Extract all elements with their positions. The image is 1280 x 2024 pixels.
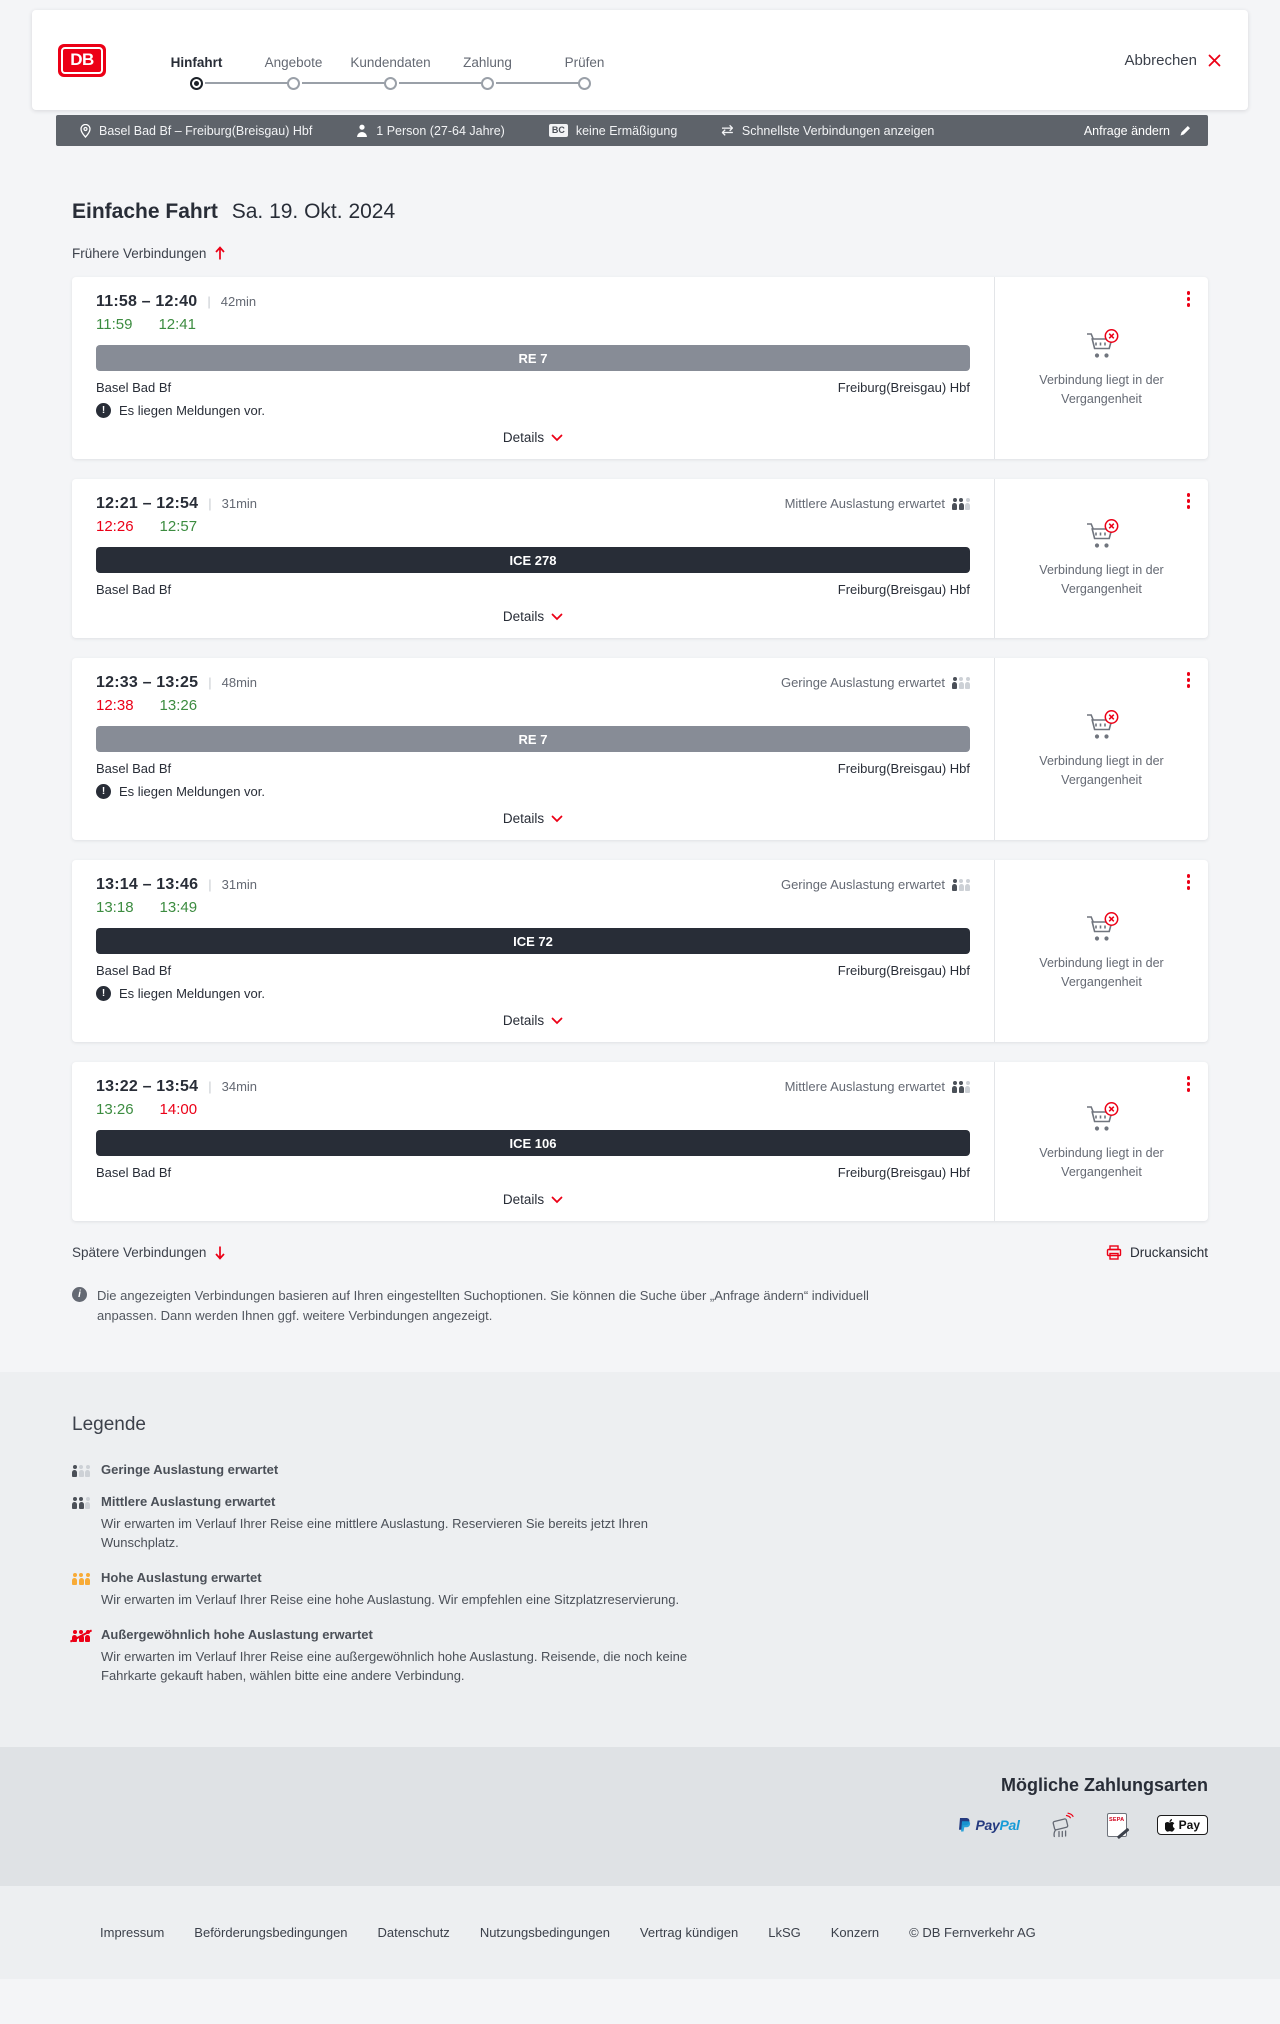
edit-request-button[interactable] (1084, 124, 1192, 138)
train-label-bar (96, 928, 970, 954)
results-main (72, 146, 1208, 1326)
details-button[interactable] (503, 1192, 563, 1207)
footer-link[interactable]: Nutzungsbedingungen (479, 1924, 610, 1940)
step-angebote (245, 55, 342, 90)
cancel-label: Abbrechen (1124, 51, 1197, 69)
realtime-row (96, 697, 970, 714)
message-text: Es liegen Meldungen vor. (119, 986, 265, 1001)
departure-arrival-time: 13:22 – 13:54 (96, 1078, 199, 1095)
print-view-label: Druckansicht (1129, 1245, 1208, 1260)
footer-link[interactable]: LkSG (768, 1924, 801, 1940)
destination-station: Freiburg(Breisgau) Hbf (837, 380, 970, 395)
footer-link[interactable]: Beförderungsbedingungen (194, 1924, 348, 1940)
edit-request-label: Anfrage ändern (1083, 123, 1170, 138)
paypal-mark-icon (957, 1817, 972, 1834)
arrow-down-icon (214, 1245, 226, 1260)
alert-icon: ! (96, 986, 111, 1001)
connection-card (72, 1062, 1208, 1221)
alert-icon: ! (96, 784, 111, 799)
step-label: Zahlung (463, 54, 512, 70)
legend-item-exceptional (72, 1627, 1208, 1686)
arrow-up-icon (214, 246, 226, 261)
train-number: RE 7 (518, 350, 548, 366)
destination-station: Freiburg(Breisgau) Hbf (837, 963, 970, 978)
checkout-header (32, 10, 1248, 110)
details-label: Details (502, 609, 545, 624)
footer-link[interactable]: Konzern (830, 1924, 880, 1940)
cart-unavailable-icon (1083, 518, 1121, 551)
connection-card-side (994, 277, 1208, 459)
footer-links (100, 1925, 879, 1940)
occupancy-indicator (781, 877, 970, 892)
earlier-connections-label: Frühere Verbindungen (72, 246, 207, 261)
connection-card-main (72, 658, 994, 840)
footer-link[interactable]: Vertrag kündigen (639, 1924, 739, 1940)
kebab-menu-button[interactable] (1185, 491, 1193, 511)
connection-card (72, 658, 1208, 840)
real-departure-time: 12:26 (96, 518, 134, 535)
occupancy-icon (952, 1081, 970, 1093)
trip-duration: 34min (221, 1079, 258, 1094)
payment-icons-row (72, 1812, 1208, 1839)
travel-date: Sa. 19. Okt. 2024 (231, 200, 396, 223)
real-arrival-time: 12:41 (158, 316, 196, 333)
passenger-text: 1 Person (27-64 Jahre) (376, 123, 505, 138)
departure-arrival-time: 11:58 – 12:40 (96, 293, 198, 310)
legend-item-text: Wir erwarten im Verlauf Ihrer Reise eine außergewöhnlich hohe Auslastung. Reisende, die noch keine Fahrkarte gekauft haben, wählen bitte eine andere Verbindung. (101, 1648, 688, 1683)
step-dot-active (190, 77, 203, 90)
step-label: Angebote (264, 54, 323, 70)
connection-card-side (994, 658, 1208, 840)
occupancy-icon (952, 498, 970, 510)
train-number: ICE 72 (513, 933, 553, 949)
occupancy-label: Geringe Auslastung erwartet (780, 675, 945, 690)
train-label-bar (96, 726, 970, 752)
connection-card-side (994, 860, 1208, 1042)
legend-item-high (72, 1570, 1208, 1610)
realtime-row (96, 518, 970, 535)
train-label-bar (96, 345, 970, 371)
legend-item-text: Wir erwarten im Verlauf Ihrer Reise eine hohe Auslastung. Wir empfehlen eine Sitzplatzreservierung. (101, 1591, 680, 1607)
occupancy-indicator (785, 1079, 970, 1094)
swap-arrows-icon: ⇄ (721, 122, 734, 139)
page-title (72, 200, 1208, 224)
step-dot (287, 77, 300, 90)
step-hinfahrt (148, 55, 245, 90)
connection-card (72, 479, 1208, 638)
legend-item-title: Außergewöhnlich hohe Auslastung erwartet (101, 1626, 373, 1642)
cart-unavailable-icon (1083, 1101, 1121, 1134)
real-departure-time: 11:59 (96, 316, 133, 333)
trip-duration: 42min (220, 294, 257, 309)
train-label-bar (96, 547, 970, 573)
apple-pay-badge: Pay (1157, 1815, 1208, 1835)
connection-message (96, 403, 970, 418)
trip-duration: 48min (221, 675, 258, 690)
connection-card-main (72, 1062, 994, 1221)
connection-card-main (72, 277, 994, 459)
payment-section (0, 1747, 1280, 1885)
kebab-menu-button[interactable] (1185, 670, 1193, 690)
footer-link[interactable]: Impressum (100, 1924, 165, 1940)
earlier-connections-link[interactable] (72, 246, 226, 261)
departure-arrival-time: 12:21 – 12:54 (96, 495, 199, 512)
printer-icon (1106, 1245, 1122, 1260)
kebab-menu-button[interactable] (1185, 289, 1193, 309)
message-text: Es liegen Meldungen vor. (119, 403, 265, 418)
location-pin-icon (80, 124, 91, 138)
results-footer-row (72, 1245, 1208, 1260)
occupancy-indicator (781, 675, 970, 690)
print-view-button[interactable] (1106, 1245, 1208, 1260)
legend-item-low (72, 1462, 1208, 1477)
contactless-card-icon (1050, 1812, 1077, 1839)
footer-copyright: © DB Fernverkehr AG (909, 1924, 1036, 1940)
cart-unavailable-icon (1083, 911, 1121, 944)
origin-station: Basel Bad Bf (96, 761, 172, 776)
train-number: ICE 278 (509, 552, 557, 568)
cart-unavailable-icon (1083, 328, 1121, 361)
close-icon (1207, 53, 1222, 68)
query-summary-bar (56, 115, 1208, 146)
past-connection-note: Verbindung liegt in der Vergangenheit (1039, 955, 1164, 989)
legend-item-title: Mittlere Auslastung erwartet (101, 1494, 276, 1510)
connection-card-side (994, 1062, 1208, 1221)
step-label: Kundendaten (350, 54, 431, 70)
alert-icon: ! (96, 403, 111, 418)
route-text: Basel Bad Bf – Freiburg(Breisgau) Hbf (99, 123, 313, 138)
origin-station: Basel Bad Bf (96, 582, 172, 597)
step-dot (481, 77, 494, 90)
cancel-button[interactable] (1124, 52, 1222, 69)
footer-link[interactable]: Datenschutz (377, 1924, 450, 1940)
train-label-bar (96, 1130, 970, 1156)
bahncard-icon: BC (549, 124, 568, 137)
time-summary: 12:33 – 13:25 | 48min (96, 674, 258, 691)
checkout-stepper (148, 31, 633, 90)
paypal-logo: PayPal (957, 1817, 1020, 1834)
time-summary: 13:14 – 13:46 | 31min (96, 876, 258, 893)
realtime-row (96, 1101, 970, 1118)
trip-type: Einfache Fahrt (72, 200, 218, 223)
origin-station: Basel Bad Bf (96, 963, 172, 978)
step-dot (578, 77, 591, 90)
realtime-row (96, 899, 970, 916)
real-arrival-time: 14:00 (159, 1101, 198, 1118)
step-dot (384, 77, 397, 90)
occupancy-indicator (785, 496, 970, 511)
details-label: Details (502, 811, 545, 826)
sepa-icon: SEPA (1107, 1813, 1127, 1837)
details-button[interactable] (503, 609, 563, 624)
cart-unavailable-icon (1083, 709, 1121, 742)
connection-card-main (72, 479, 994, 638)
past-connection-note: Verbindung liegt in der Vergangenheit (1039, 1146, 1164, 1179)
bahncard-text: keine Ermäßigung (575, 123, 678, 138)
past-connection-note: Verbindung liegt in der Vergangenheit (1039, 753, 1164, 787)
info-icon: i (72, 1287, 87, 1302)
chevron-down-icon (551, 434, 563, 442)
legend-item-title: Hohe Auslastung erwartet (101, 1569, 262, 1585)
real-departure-time: 13:26 (96, 1101, 134, 1118)
destination-station: Freiburg(Breisgau) Hbf (837, 582, 970, 597)
details-label: Details (502, 430, 545, 445)
departure-arrival-time: 12:33 – 13:25 (96, 674, 199, 691)
occupancy-low-icon (72, 1465, 90, 1477)
real-arrival-time: 12:57 (159, 518, 198, 535)
departure-arrival-time: 13:14 – 13:46 (96, 876, 199, 893)
later-connections-link[interactable] (72, 1245, 226, 1260)
train-number: RE 7 (518, 731, 548, 747)
realtime-row (96, 316, 970, 333)
passenger-summary (356, 124, 505, 138)
message-text: Es liegen Meldungen vor. (119, 784, 265, 799)
chevron-down-icon (551, 1196, 563, 1204)
details-button[interactable] (503, 430, 563, 445)
connection-message (96, 784, 970, 799)
sort-text: Schnellste Verbindungen anzeigen (741, 123, 935, 138)
connection-card-side (994, 479, 1208, 638)
route-summary (80, 124, 312, 138)
details-button[interactable] (503, 811, 563, 826)
bahncard-summary (549, 124, 677, 138)
legend-item-medium (72, 1494, 1208, 1553)
real-departure-time: 12:38 (96, 697, 134, 714)
chevron-down-icon (551, 613, 563, 621)
step-kundendaten (342, 55, 439, 90)
occupancy-icon (952, 879, 970, 891)
db-logo-text: DB (70, 50, 94, 69)
legend-item-text: Wir erwarten im Verlauf Ihrer Reise eine mittlere Auslastung. Reservieren Sie bereits jetzt Ihren Wunschplatz. (101, 1516, 648, 1551)
step-pruefen (536, 55, 633, 90)
real-arrival-time: 13:26 (159, 697, 198, 714)
step-label: Prüfen (564, 54, 605, 70)
occupancy-icon (952, 677, 970, 689)
step-label: Hinfahrt (170, 54, 223, 70)
real-arrival-time: 13:49 (159, 899, 198, 916)
occupancy-label: Geringe Auslastung erwartet (780, 877, 945, 892)
legend-item-title: Geringe Auslastung erwartet (101, 1462, 279, 1478)
connection-card (72, 277, 1208, 459)
occupancy-label: Mittlere Auslastung erwartet (784, 1079, 945, 1094)
chevron-down-icon (551, 1017, 563, 1025)
connection-card (72, 860, 1208, 1042)
details-label: Details (502, 1192, 545, 1207)
step-zahlung (439, 55, 536, 90)
legend-title: Legende (72, 1414, 146, 1436)
occupancy-exceptional-icon (72, 1630, 90, 1642)
real-departure-time: 13:18 (96, 899, 134, 916)
details-button[interactable] (503, 1013, 563, 1028)
occupancy-label: Mittlere Auslastung erwartet (784, 496, 945, 511)
legend-section (0, 1372, 1280, 1746)
kebab-menu-button[interactable] (1185, 872, 1193, 892)
time-summary: 13:22 – 13:54 | 34min (96, 1078, 258, 1095)
origin-station: Basel Bad Bf (96, 380, 172, 395)
trip-duration: 31min (221, 496, 258, 511)
person-icon (356, 124, 368, 137)
page (0, 10, 1280, 1979)
occupancy-medium-icon (72, 1497, 90, 1509)
time-summary: 11:58 – 12:40 | 42min (96, 293, 257, 310)
later-connections-label: Spätere Verbindungen (72, 1245, 207, 1260)
sort-summary (721, 123, 934, 138)
origin-station: Basel Bad Bf (96, 1165, 172, 1180)
pencil-icon (1179, 124, 1192, 137)
connection-card-main (72, 860, 994, 1042)
connection-list (72, 277, 1208, 1221)
occupancy-high-icon (72, 1573, 90, 1585)
details-label: Details (502, 1013, 545, 1028)
db-logo (58, 44, 106, 77)
info-note-text: Die angezeigten Verbindungen basieren auf Ihren eingestellten Suchoptionen. Sie können die Suche über „Anfrage ändern“ individuell anpassen. Dann werden Ihnen ggf. weitere Verbindungen angezeigt. (97, 1288, 869, 1324)
chevron-down-icon (551, 815, 563, 823)
apple-logo-icon (1165, 1819, 1176, 1832)
info-note (72, 1286, 882, 1326)
train-number: ICE 106 (509, 1135, 557, 1151)
kebab-menu-button[interactable] (1185, 1074, 1193, 1094)
time-summary: 12:21 – 12:54 | 31min (96, 495, 258, 512)
connection-message (96, 986, 970, 1001)
past-connection-note: Verbindung liegt in der Vergangenheit (1039, 563, 1164, 596)
destination-station: Freiburg(Breisgau) Hbf (837, 1165, 970, 1180)
payment-title: Mögliche Zahlungsarten (1000, 1774, 1208, 1795)
trip-duration: 31min (221, 877, 258, 892)
footer (0, 1885, 1280, 1979)
destination-station: Freiburg(Breisgau) Hbf (837, 761, 970, 776)
past-connection-note: Verbindung liegt in der Vergangenheit (1039, 372, 1164, 406)
